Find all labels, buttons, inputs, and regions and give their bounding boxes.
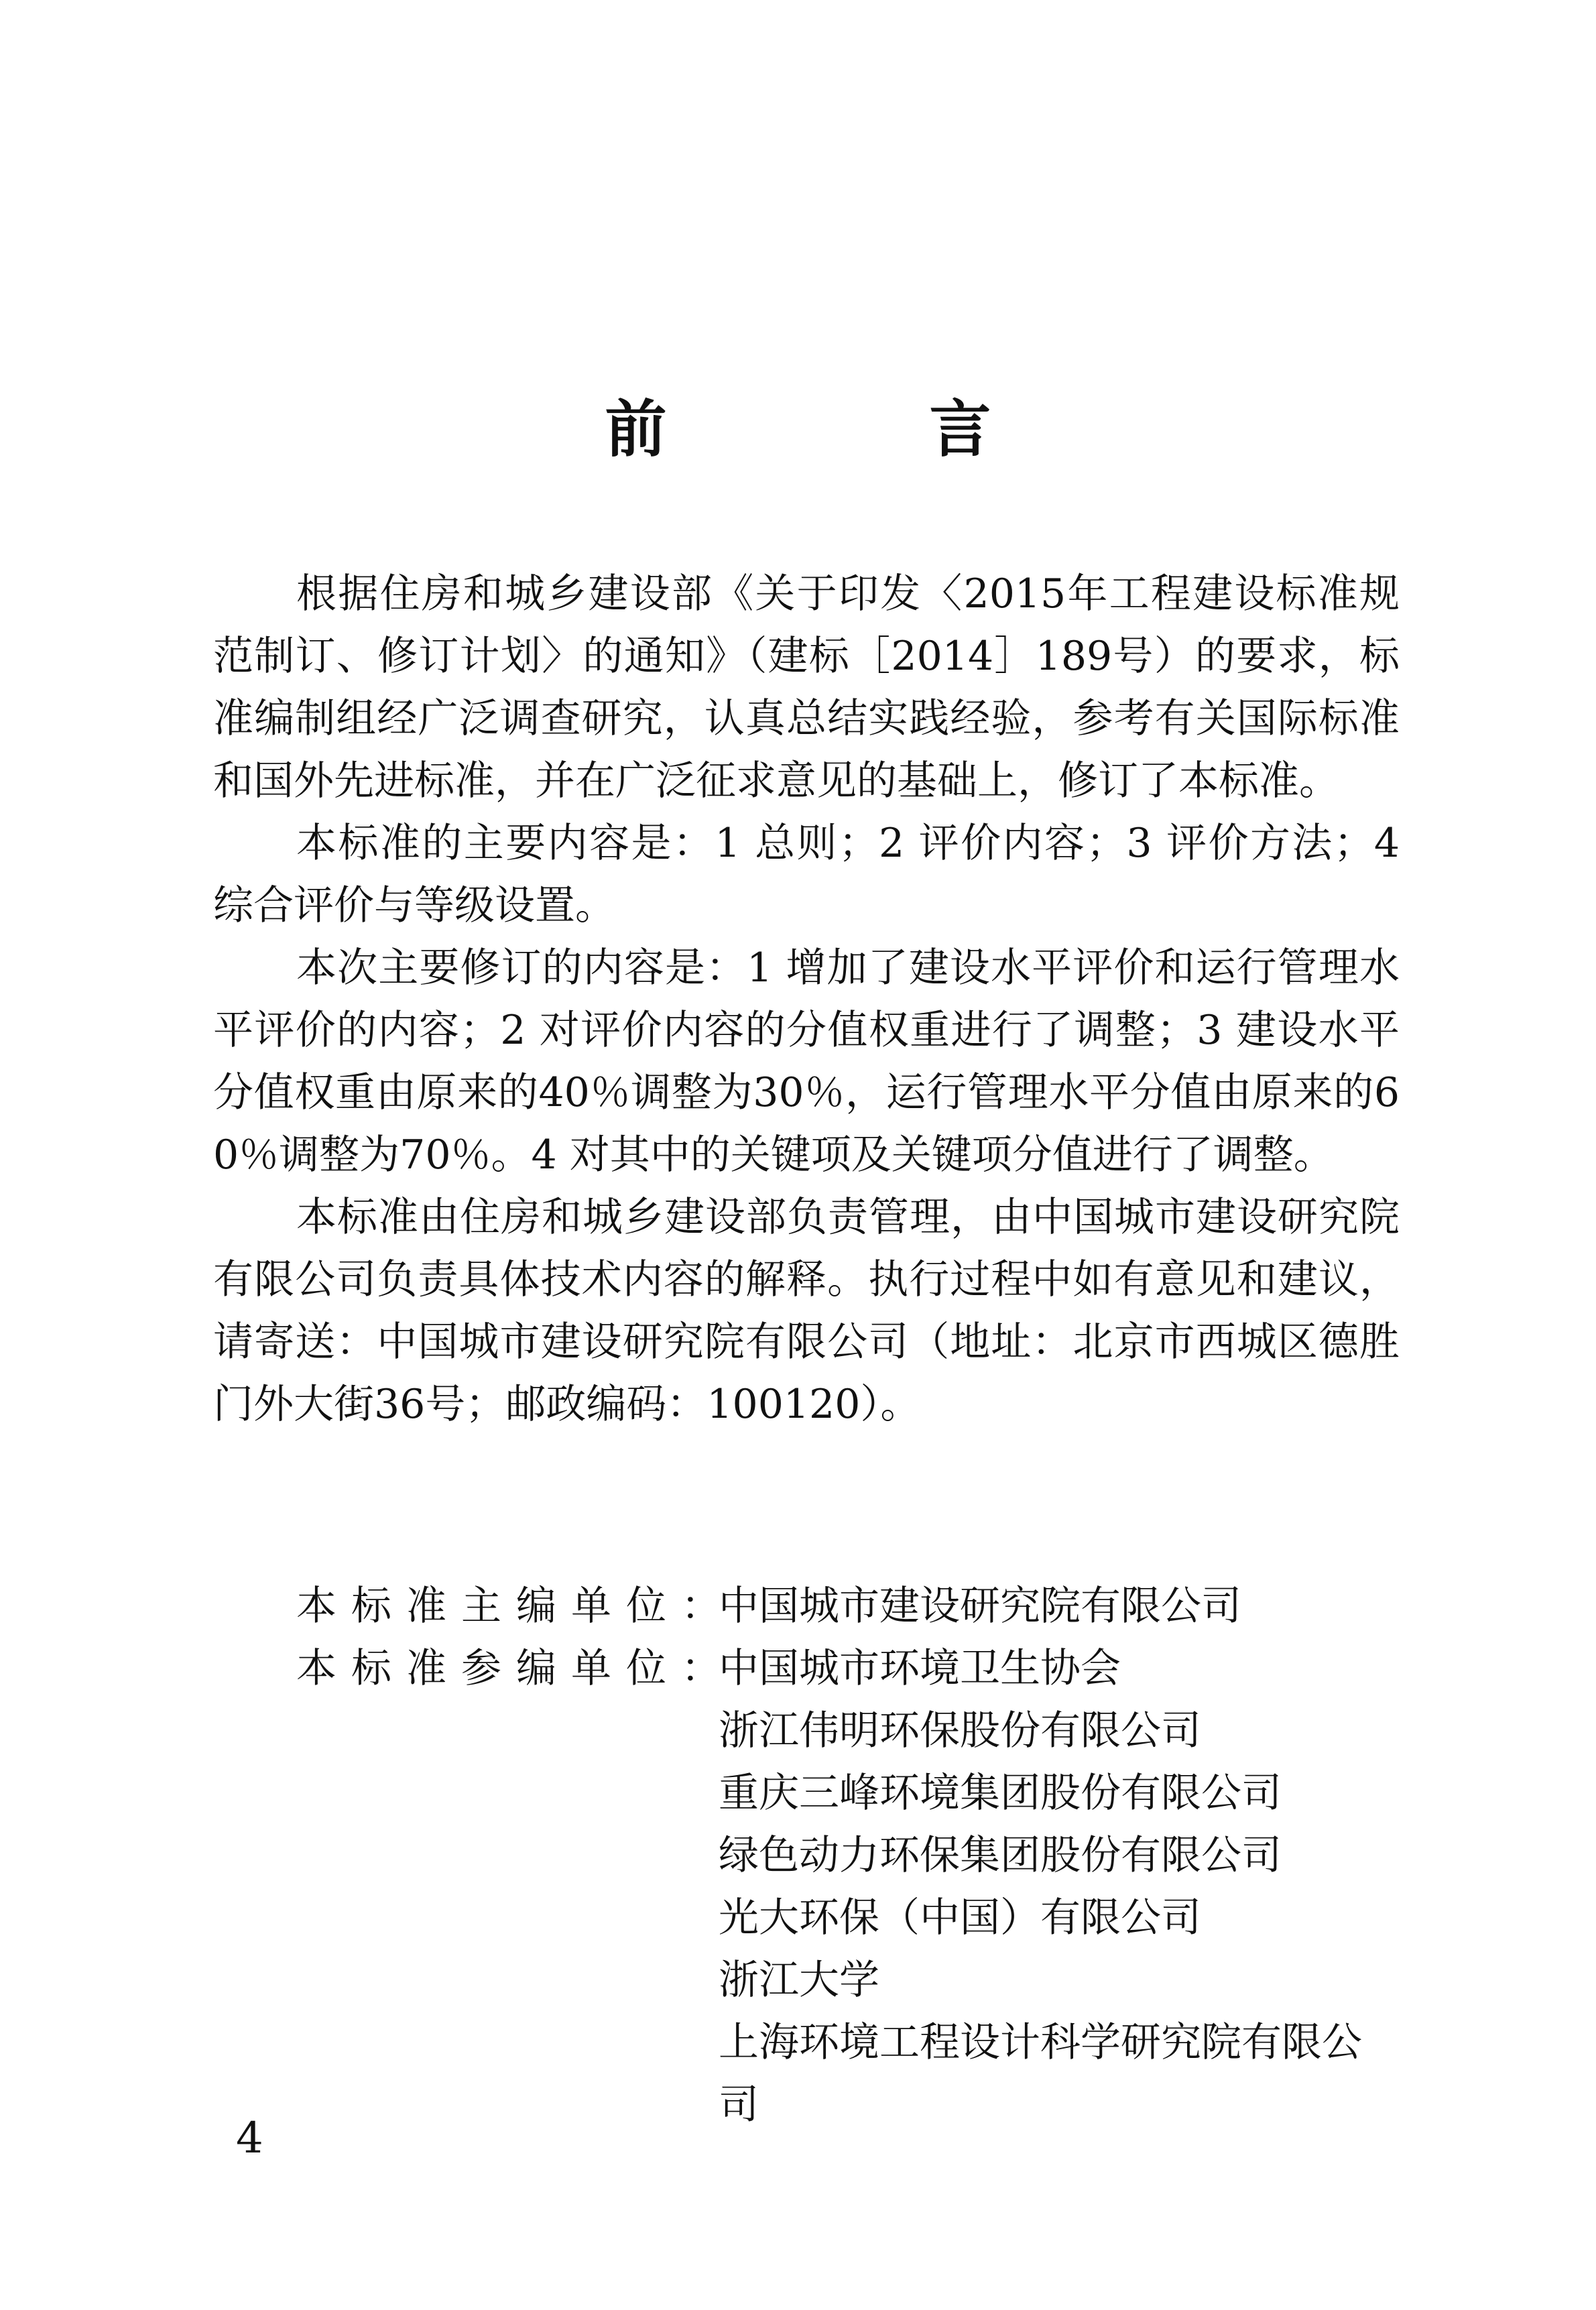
participating-unit: 浙江大学 <box>719 1957 879 2004</box>
paragraph-management: 本标准由住房和城乡建设部负责管理，由中国城市建设研究院有限公司负责具体技术内容的解释。执行过程中如有意见和建议，请寄送：中国城市建设研究院有限公司（地址：北京市西城区德胜门外大街36号；邮政编码：100120）。 <box>213 1194 1400 1428</box>
chief-unit-name: 中国城市建设研究院有限公司 <box>719 1583 1241 1630</box>
participating-units-list <box>719 1638 1400 2136</box>
participating-units-row <box>296 1638 1400 2136</box>
participating-units-label: 本标准参编单位： <box>296 1645 736 1692</box>
participating-unit: 绿色动力环保集团股份有限公司 <box>719 1832 1282 1879</box>
participating-unit: 浙江伟明环保股份有限公司 <box>719 1707 1201 1754</box>
participating-unit: 光大环保（中国）有限公司 <box>719 1894 1201 1941</box>
page-number: 4 <box>236 2114 263 2163</box>
paragraph-revision-contents: 本次主要修订的内容是：1 增加了建设水平评价和运行管理水平评价的内容；2 对评价内容的分值权重进行了调整；3 建设水平分值权重由原来的40％调整为30％，运行管理水平分值由原来的60％调整为70％。4 对其中的关键项及关键项分值进行了调整。 <box>213 945 1400 1178</box>
participating-unit: 中国城市环境卫生协会 <box>719 1645 1121 1692</box>
page-title: 前 言 <box>605 393 1092 465</box>
paragraph-revision-basis: 根据住房和城乡建设部《关于印发〈2015年工程建设标准规范制订、修订计划〉的通知》（建标［2014］189号）的要求，标准编制组经广泛调查研究，认真总结实践经验，参考有关国际标准和国外先进标准，并在广泛征求意见的基础上，修订了本标准。 <box>213 570 1400 804</box>
paragraph-main-contents: 本标准的主要内容是：1 总则；2 评价内容；3 评价方法；4 综合评价与等级设置。 <box>213 820 1400 929</box>
participating-unit: 重庆三峰环境集团股份有限公司 <box>719 1770 1282 1817</box>
chief-unit-row <box>296 1575 1400 1638</box>
compiling-units <box>296 1575 1400 2136</box>
chief-unit-label: 本标准主编单位： <box>296 1583 736 1630</box>
participating-unit: 上海环境工程设计科学研究院有限公司 <box>719 2019 1362 2128</box>
preface-body <box>213 563 1400 1436</box>
